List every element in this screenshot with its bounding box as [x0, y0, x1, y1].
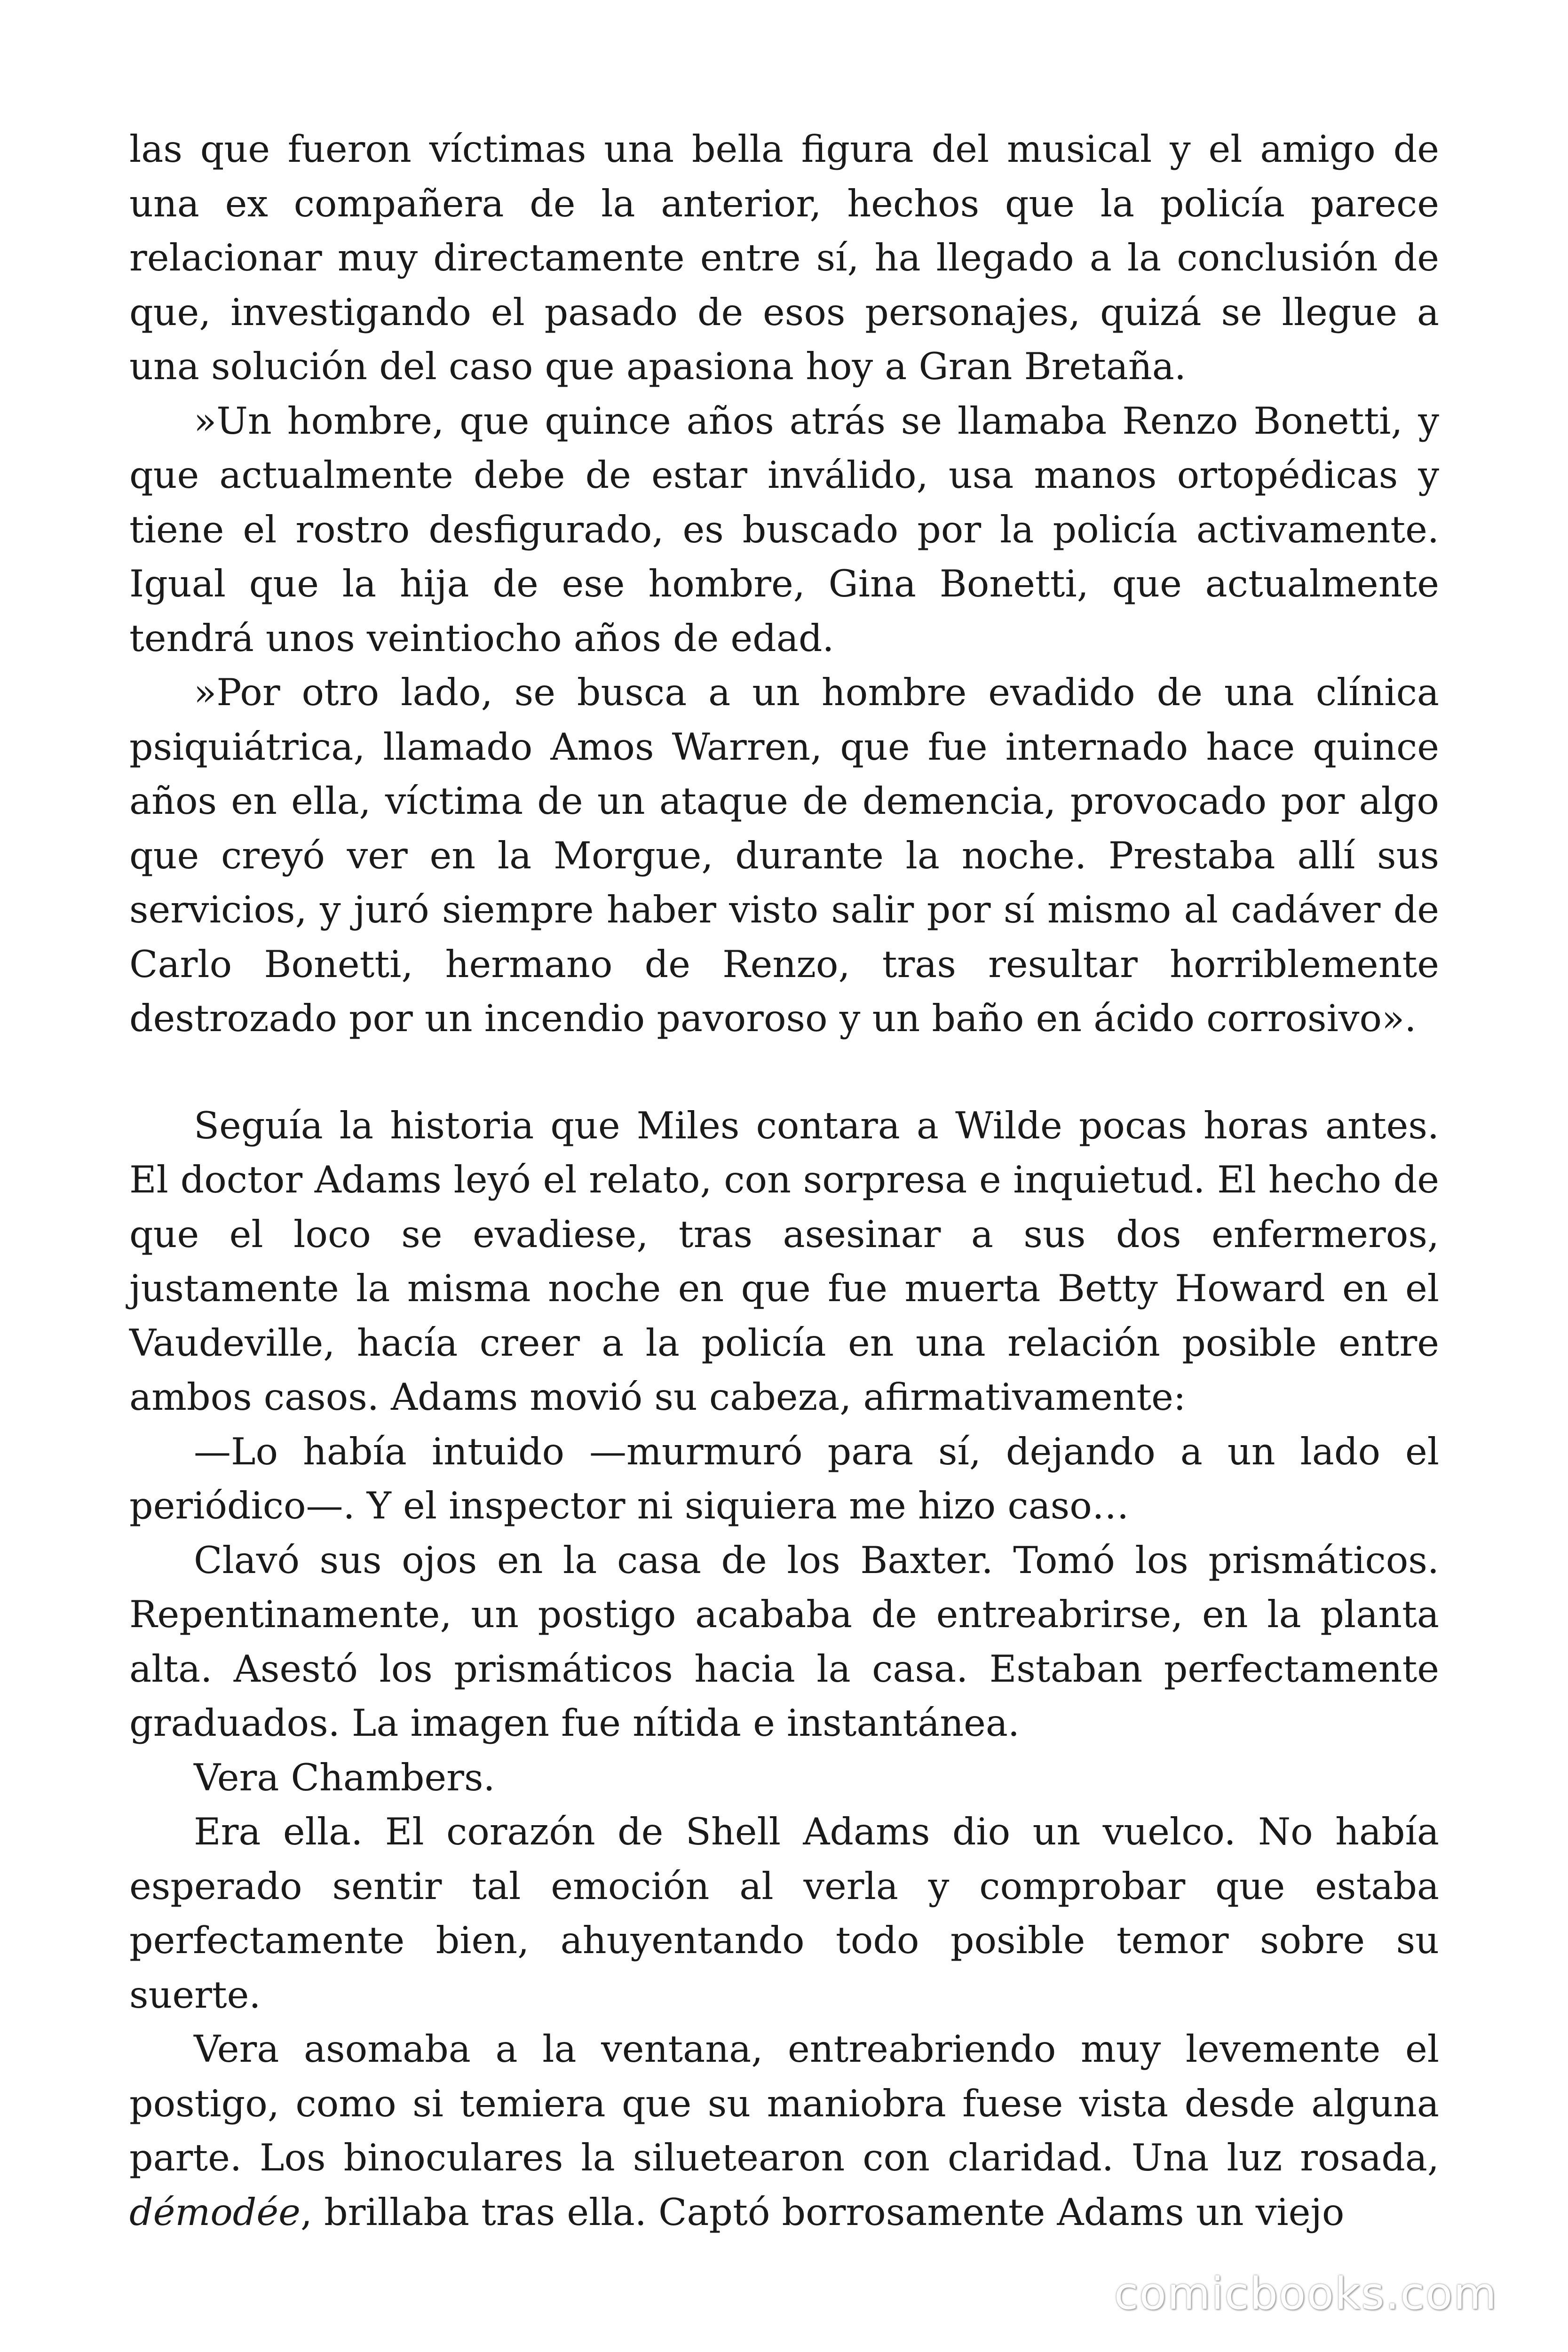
italic-word: démodée [129, 2190, 301, 2234]
paragraph: Era ella. El corazón de Shell Adams dio un vuelco. No había esperado sentir tal emoción al verla y comprobar que estaba perfectamente bien, ahuyentando todo posible temor sobre su suerte. [129, 1810, 1439, 2017]
paragraph: Vera Chambers. [194, 1756, 495, 1799]
paragraph: »Por otro lado, se busca a un hombre evadido de una clínica psiquiátrica, llamado Amos Warren, que fue internado hace quince años en ella, víctima de un ataque de demencia, provocado por algo que creyó ver en la Morgue, durante la noche. Prestaba allí sus servicios, y juró siempre haber visto salir por sí mismo al cadáver de Carlo Bonetti, hermano de Renzo, tras resultar horriblemente destrozado por un incendio pavoroso y un baño en ácido corrosivo». [129, 671, 1439, 1040]
page-body [129, 122, 1439, 2240]
paragraph: Clavó sus ojos en la casa de los Baxter. Tomó los prismáticos. Repentinamente, un postigo acababa de entreabrirse, en la planta alta. Asestó los prismáticos hacia la casa. Estaban perfectamente graduados. La imagen fue nítida e instantánea. [129, 1538, 1439, 1745]
paragraph: —Lo había intuido —murmuró para sí, dejando a un lado el periódico—. Y el inspector ni siquiera me hizo caso… [129, 1430, 1439, 1527]
paragraph: Seguía la historia que Miles contara a Wilde pocas horas antes. El doctor Adams leyó el relato, con sorpresa e inquietud. El hecho de que el loco se evadiese, tras asesinar a sus dos enfermeros, justamente la misma noche en que fue muerta Betty Howard en el Vaudeville, hacía creer a la policía en una relación posible entre ambos casos. Adams movió su cabeza, afirmativamente: [129, 1104, 1439, 1419]
watermark: comicbooks.com [1114, 2268, 1497, 2320]
text-run: Vera asomaba a la ventana, entreabriendo muy levemente el postigo, como si temiera que su maniobra fuese vista desde alguna parte. Los binoculares la siluetearon con claridad. Una luz rosada, [129, 2027, 1439, 2179]
paragraph-last [129, 2022, 1439, 2240]
paragraph: »Un hombre, que quince años atrás se llamaba Renzo Bonetti, y que actualmente debe de estar inválido, usa manos ortopédicas y tiene el rostro desfigurado, es buscado por la policía activamente. Igual que la hija de ese hombre, Gina Bonetti, que actualmente tendrá unos veintiocho años de edad. [129, 399, 1439, 660]
paragraph: las que fueron víctimas una bella figura del musical y el amigo de una ex compañera de la anterior, hechos que la policía parece relacionar muy directamente entre sí, ha llegado a la conclusión de que, investigando el pasado de esos personajes, quizá se llegue a una solución del caso que apasiona hoy a Gran Bretaña. [129, 127, 1439, 388]
text-run: , brillaba tras ella. Captó borrosamente Adams un viejo [300, 2190, 1345, 2234]
